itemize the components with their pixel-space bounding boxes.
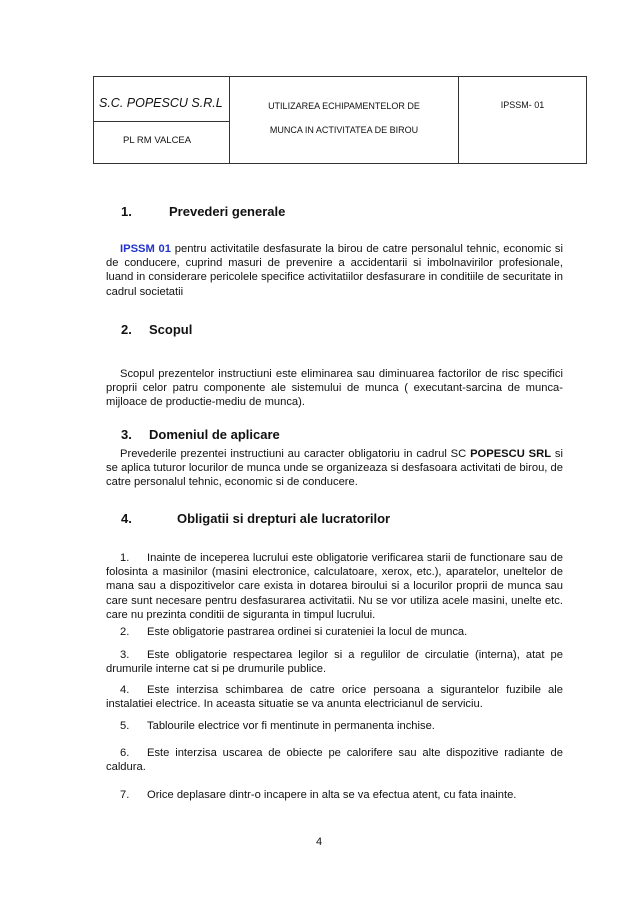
header-company-row	[94, 77, 229, 122]
list-item-text: Este obligatorie respectarea legilor si a regulilor de circulatie (interna), atat pe drumurile interne cat si pe drumurile publice.	[106, 649, 563, 676]
list-item-number: 1.	[120, 552, 130, 564]
document-header-table	[93, 76, 587, 164]
section-2-paragraph	[106, 367, 563, 410]
list-item	[106, 683, 563, 711]
list-item-number: 4.	[120, 684, 130, 696]
company-location: PL RM VALCEA	[123, 135, 192, 146]
company-mention: POPESCU SRL	[470, 448, 552, 460]
header-title-cell	[230, 77, 459, 163]
list-item-text: Este interzisa uscarea de obiecte pe calorifere sau alte dispozitive radiante de caldura.	[106, 747, 563, 774]
list-item	[106, 746, 563, 774]
header-title-line2: MUNCA IN ACTIVITATEA DE BIROU	[269, 125, 419, 135]
section-2-text: Scopul prezentelor instructiuni este eliminarea sau diminuarea factorilor de risc specifici proprii celor patru componente ale sistemului de munca ( executant-sarcina de munca-mijloace de productie-mediu de munca).	[106, 368, 563, 409]
company-name: S.C. POPESCU S.R.L	[99, 96, 223, 110]
section-number: 3.	[121, 427, 132, 442]
header-company-cell	[94, 77, 230, 163]
list-item-text: Tablourile electrice vor fi mentinute in permanenta inchise.	[147, 720, 435, 732]
list-item	[106, 788, 563, 802]
page-number: 4	[315, 836, 323, 848]
section-1-text: pentru activitatile desfasurate la birou de catre personalul tehnic, economic si de conducere, cuprind masuri de prevenire a accidentarii si imbolnavirilor profesionale, luand in considerare pericolele specifice activitatiilor desfasurare in conditiile de securitate in cadrul societatii	[106, 243, 563, 298]
section-title: Prevederi generale	[169, 204, 286, 219]
list-item	[106, 551, 563, 622]
list-item-number: 6.	[120, 747, 130, 759]
list-item	[106, 625, 563, 639]
header-code-cell	[459, 77, 586, 163]
section-3-paragraph	[106, 447, 563, 490]
section-3-text-end: si se aplica tuturor locurilor de munca unde se organizeaza si desfasoara activitati de birou, de catre personalul tehnic, economic si de conducere.	[106, 448, 563, 489]
section-title: Obligatii si drepturi ale lucratorilor	[177, 511, 391, 526]
list-item	[106, 719, 563, 733]
section-title: Domeniul de aplicare	[149, 427, 280, 442]
section-number: 2.	[121, 322, 132, 337]
list-item-text: Este obligatorie pastrarea ordinei si curateniei la locul de munca.	[147, 626, 468, 638]
document-code: IPSSM- 01	[500, 100, 545, 110]
ipssm-code: IPSSM 01	[120, 243, 172, 255]
section-title: Scopul	[149, 322, 193, 337]
list-item-number: 3.	[120, 649, 130, 661]
section-3-text-start: Prevederile prezentei instructiuni au caracter obligatoriu in cadrul SC	[120, 448, 471, 460]
section-number: 4.	[121, 511, 132, 526]
list-item-number: 2.	[120, 626, 130, 638]
header-title-line1: UTILIZAREA ECHIPAMENTELOR DE	[268, 101, 420, 111]
section-number: 1.	[121, 204, 132, 219]
list-item-text: Este interzisa schimbarea de catre orice persoana a sigurantelor fuzibile ale instalatiei electrice. In aceasta situatie se va anunta electricianul de serviciu.	[106, 684, 563, 711]
list-item-text: Inainte de inceperea lucrului este obligatorie verificarea starii de functionare sau de folosinta a masinilor (masini electronice, calculatoare, xerox, etc.), aparatelor, uneltelor de mana sau a dispozitivelor care exista in dotarea biroului si a locurilor proprii de munca sau care sunt necesare pentru desfasurarea activitatii. Nu se vor utiliza acele masini, unelte etc. care nu prezinta conditii de siguranta in timpul lucrului.	[106, 552, 563, 621]
list-item-number: 7.	[120, 789, 130, 801]
list-item-number: 5.	[120, 720, 130, 732]
list-item	[106, 648, 563, 676]
list-item-text: Orice deplasare dintr-o incapere in alta se va efectua atent, cu fata inainte.	[147, 789, 517, 801]
section-1-paragraph	[106, 242, 563, 299]
